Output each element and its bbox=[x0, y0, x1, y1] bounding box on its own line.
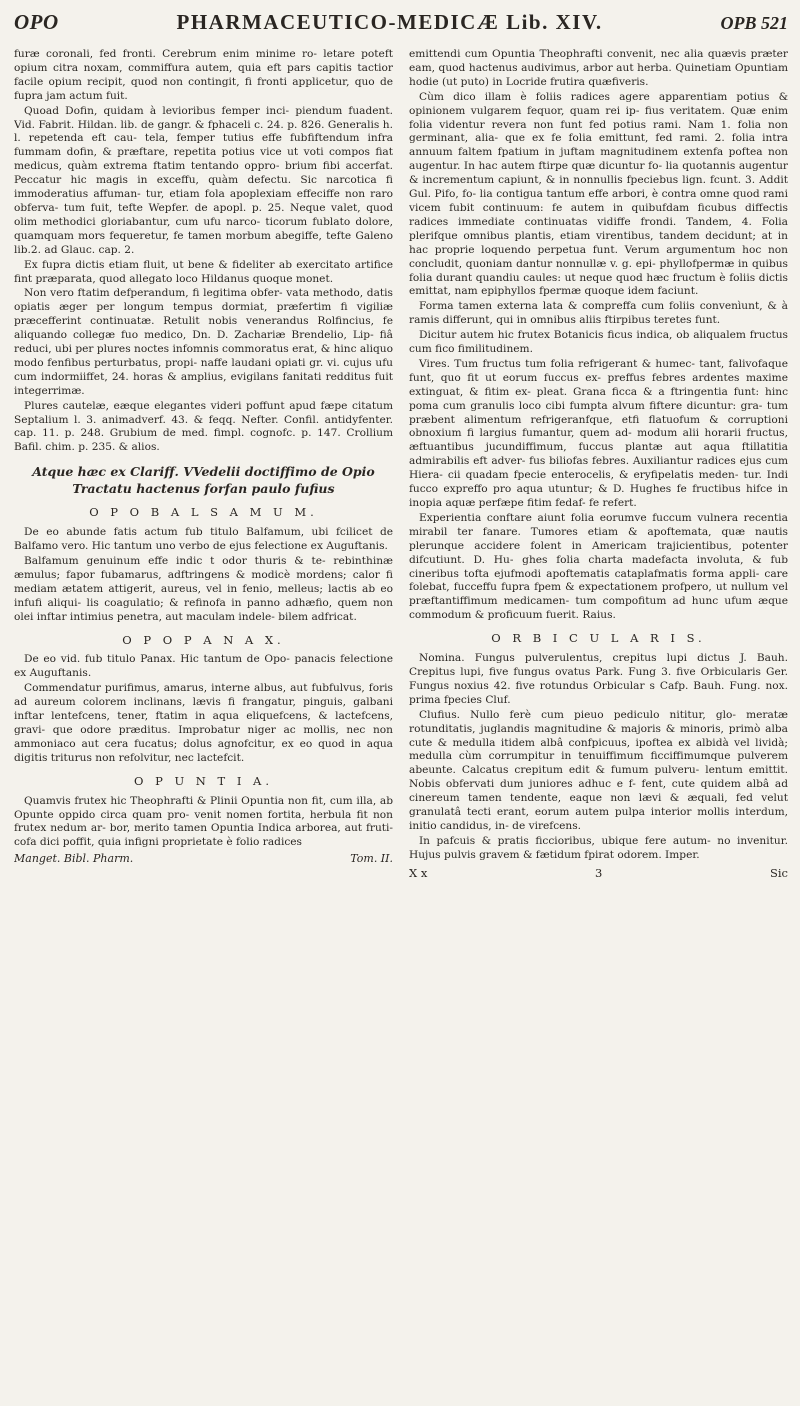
paragraph: Dicitur autem hic frutex Botanicis ficus indica, ob aliqualem fructus cum fico fimilitudinem. bbox=[409, 329, 788, 356]
signature-mark: X x bbox=[409, 865, 428, 880]
section-title-orbicularis: O R B I C U L A R I S. bbox=[491, 631, 706, 646]
closing-heading: Atque hæc ex Clariff. VVedelii doctiffimo de Opio Tractatu hactenus forfan paulo fufius bbox=[32, 464, 375, 497]
paragraph: Balfamum genuinum effe indic t odor thuris & te- rebinthinæ æmulus; fapor fubamarus, adftringens & modicè mordens; calor fi mediam ætatem attigerit, aureus, vel in fenio, melleus; lactis ab eo infufi aliqui- lis coagulatio; & refinofa in panno adhæfio, quem non olei inftar intimius penetra, aut maculam indele- bilem adfricat. bbox=[14, 555, 393, 623]
section-title-opobalsamum: O P O B A L S A M U M. bbox=[89, 505, 318, 520]
paragraph: Commendatur purifimus, amarus, interne albus, aut fubfulvus, foris ad aureum colorem inclinans, lævis fi frangatur, pinguis, galbani inftar lentefcens, tener, ftatim in aqua eliquefcens, & lactefcens, gravi- que odore præditus. Improbatur niger ac mollis, nec non ammoniaco aut cera fucatus; dolus agnofcitur, ex eo quod in aqua digitis triturus non refolvitur, nec lactefcit. bbox=[14, 682, 393, 764]
paragraph: Vires. Tum fructus tum folia refrigerant & humec- tant, falivofaque funt, quo fit ut eorum fuccus ex- preffus febres ardentes maxime extinguat, & fitim ex- pleat. Grana ficca & a ftringentia funt: hinc poma cum granulis loco cibi fumpta alvum fiftere dicuntur: gra- tum præbent alimentum refrigeranfque, etfi flatuofum & corruptioni obnoxium fi largius fumantur, quem ad- modum alii horarii fructus, æftuantibus jucundiffimum, fuccus plantæ aut aqua ftillatitia admirabilis eft adver- fus biliofas febres. Auxiliantur radices ejus cum Hiera- cii quadam fpecie enterocelis, & eryfipelatis meden- tur. Indi fucco expreffo pro aqua utuntur; & D. Hughes fe fructibus hifce in inopia aquæ perfæpe fitim fedaf- fe refert. bbox=[409, 357, 788, 509]
paragraph: Forma tamen externa lata & compreffa cum foliis convenìunt, & à ramis differunt, qui in omnibus aliis ftirpibus teretes funt. bbox=[409, 300, 788, 327]
left-column bbox=[14, 48, 393, 881]
running-head bbox=[14, 10, 788, 44]
paragraph: Clufius. Nullo ferè cum pieuo pediculo nititur, glo- meratæ rotunditatis, juglandis magnitudine & majoris & minoris, primò alba cute & medulla itidem albâ confpicuus, ipoftea ex albidà vel lividà; medulla cùm corrumpitur in tenuiffimum ficciffimumque pulverem abeunte. Calcatus crepitum edit & fumum pulveru- lentum emittit. Nobis obfervati dum juniores adhuc e f- fent, cute quidem albâ ad cinereum tamen tendente, eaque non lævi & æquali, fed velut granulatâ tecti erant, eorum autem pulpa interior mollis interdum, initio candidus, in- de virefcens. bbox=[409, 708, 788, 832]
section-title-opuntia: O P U N T I A. bbox=[133, 773, 274, 788]
paragraph: Plures cautelæ, eæque elegantes videri poffunt apud fæpe citatum Septalium l. 3. animadverf. 43. & feqq. Nefter. Confil. antidyfenter. cap. 11. p. 248. Grubium de med. fimpl. cognofc. p. 147. Crollium Bafil. chim. p. 235. & alios. bbox=[14, 399, 393, 454]
paragraph: Quamvis frutex hic Theophrafti & Plinii Opuntia non fit, cum illa, ab Opunte oppido circa quam pro- venit nomen fortita, herbula fit non frutex nedum ar- bor, merito tamen Opuntia Indica arborea, aut fruti- cofa dici poffit, quia infigni proprietate è folio radices bbox=[14, 794, 393, 849]
page-footer bbox=[14, 852, 393, 866]
signature-number: 3 bbox=[595, 865, 603, 880]
paragraph: Quoad Dofin, quidam à levioribus femper inci- piendum fuadent. Vid. Fabrit. Hildan. lib. de gangr. & fphaceli c. 24. p. 826. Generalis h. l. repetenda eft cau- tela, femper tutius effe fubfiftendum infra fummam dofin, & præftare, repetita potius vice ut voti compos fiat medicus, quàm extrema ftatim tentando oppro- brium fibi accerfat. Peccatur hic magis in exceffu, quàm defectu. Sic narcotica fi immoderatius affuman- tur, etiam fola apoplexiam effeciffe non raro obferva- tum fuit, tefte Wepfer. de apopl. p. 25. Neque valet, quod olim methodici gloriabantur, cum ufu narco- ticorum fublato dolore, quamquam mors fequeretur, fe tamen morbum abegiffe, tefte Galeno lib.2. ad Glauc. cap. 2. bbox=[14, 104, 393, 256]
running-head-title: PHARMACEUTICO-MEDICÆ Lib. XIV. bbox=[176, 10, 603, 34]
section-title-opopanax: O P O P A N A X. bbox=[122, 632, 285, 647]
paragraph: Experientia conftare aiunt folia eorumve fuccum vulnera recentia mirabil ter fanare. Tumores etiam & apoftemata, quæ nautis plerunque accidere folent in Americam trajicientibus, potenter difcutiunt. D. Hu- ghes folia charta madefacta involuta, & fub cineribus tofta ejufmodi apoftematis cataplafmatis forma appli- care folebat, fucceffu fupra fpem & expectationem profpero, ut nullum vel præftantiffimum medicamen- tum compofitum ad hunc ufum æque commodum & proficuum fuerit. Raius. bbox=[409, 511, 788, 622]
paragraph: De eo abunde fatis actum fub titulo Balfamum, ubi fcilicet de Balfamo vero. Hic tantum uno verbo de ejus felectione ex Auguftanis. bbox=[14, 526, 393, 553]
paragraph: Cùm dico illam è foliis radices agere apparentiam potius & opinionem vulgarem fequor, quam rei ip- fius veritatem. Quæ enim folia videntur revera non funt fed potius rami. Nam 1. folia non germinant, alia- que ex fe folia emittunt, fed rami. 2. folia intra annuum faltem fpatium in juftam magnitudinem extenfa poftea non augentur. In hac autem ftirpe quæ dicuntur fo- lia quotannis augentur & incrementum capiunt, & in nonnullis fpeciebus lign. fcunt. 3. Addit Gul. Pifo, fo- lia contigua tantum effe arbori, è contra omne quod rami vicem fubit continuum: fe autem in quibufdam ficubus diffectis radices immediate continuatas vidiffe frondi. Tandem, 4. Folia plerifque omnibus plantis, etiam virentibus, tandem decidunt; at in hac proprie loquendo perpetua funt. Verum argumentum hoc non concludit, quoniam dantur nonnullæ v. g. epi- phyllofpermæ in quibus folia durant quandiu caules: ut neque quod hæc fructum è foliis dictis emittat, nam epiphyllos fpermæ quoque idem faciunt. bbox=[409, 90, 788, 298]
paragraph: De eo vid. fub titulo Panax. Hic tantum de Opo- panacis felectione ex Auguftanis. bbox=[14, 653, 393, 680]
catchword: Sic bbox=[770, 865, 788, 880]
paragraph: Nomina. Fungus pulverulentus, crepitus lupi dictus J. Bauh. Crepitus lupi, five fungus ovatus Park. Fung 3. five Orbicularis Ger. Fungus noxius 42. five rotundus Orbicular s Cafp. Bauh. Fung. nox. prima fpecies Cluf. bbox=[409, 652, 788, 706]
paragraph: furæ coronali, fed fronti. Cerebrum enim minime ro- letare poteft opium citra noxam, commiffura autem, quia eft pars capitis tactior facile opium recipit, quod non contingit, fi fronti applicetur, quo de fupra jam actum fuit. bbox=[14, 48, 393, 102]
footer-volume: Tom. II. bbox=[350, 852, 393, 866]
paragraph: emittendi cum Opuntia Theophrafti convenit, nec alia quævis præter eam, quod hactenus audivimus, arbor aut herba. Quinetiam Opuntiam hodie (ut puto) in Locride frutira quæfiveris. bbox=[409, 48, 788, 88]
running-head-left: OPO bbox=[14, 10, 59, 34]
paragraph: Non vero ftatim defperandum, fi legitima obfer- vata methodo, datis opiatis æger per longum tempus dormiat, præfertim fi vigiliæ præcefferint continuatæ. Retulit nobis venerandus Rolfincius, fe aliquando collegæ fuo medico, Dn. D. Zachariæ Brendelio, Lip- fiâ reduci, ubi per plures noctes infomnis commoratus erat, & hinc aliquo modo fenfibus perturbatus, propi- naffe laudani opiati gr. vi. cujus ufu cum indormiiffet, 24. horas & amplius, evigilans fanitati redditus fuit integerrimæ. bbox=[14, 287, 393, 397]
footer-source: Manget. Bibl. Pharm. bbox=[14, 852, 134, 866]
right-column bbox=[409, 48, 788, 881]
running-head-page-number: OPB 521 bbox=[720, 13, 788, 33]
text-columns bbox=[14, 48, 788, 881]
paragraph: Ex fupra dictis etiam fluit, ut bene & fideliter ab exercitato artifice fint præparata, quod allegato loco Hildanus quoque monet. bbox=[14, 258, 393, 285]
signature-line bbox=[409, 867, 788, 881]
paragraph: In pafcuis & pratis ficcioribus, ubique fere autum- no invenitur. Hujus pulvis gravem & fætidum fpirat odorem. Imper. bbox=[409, 834, 788, 861]
